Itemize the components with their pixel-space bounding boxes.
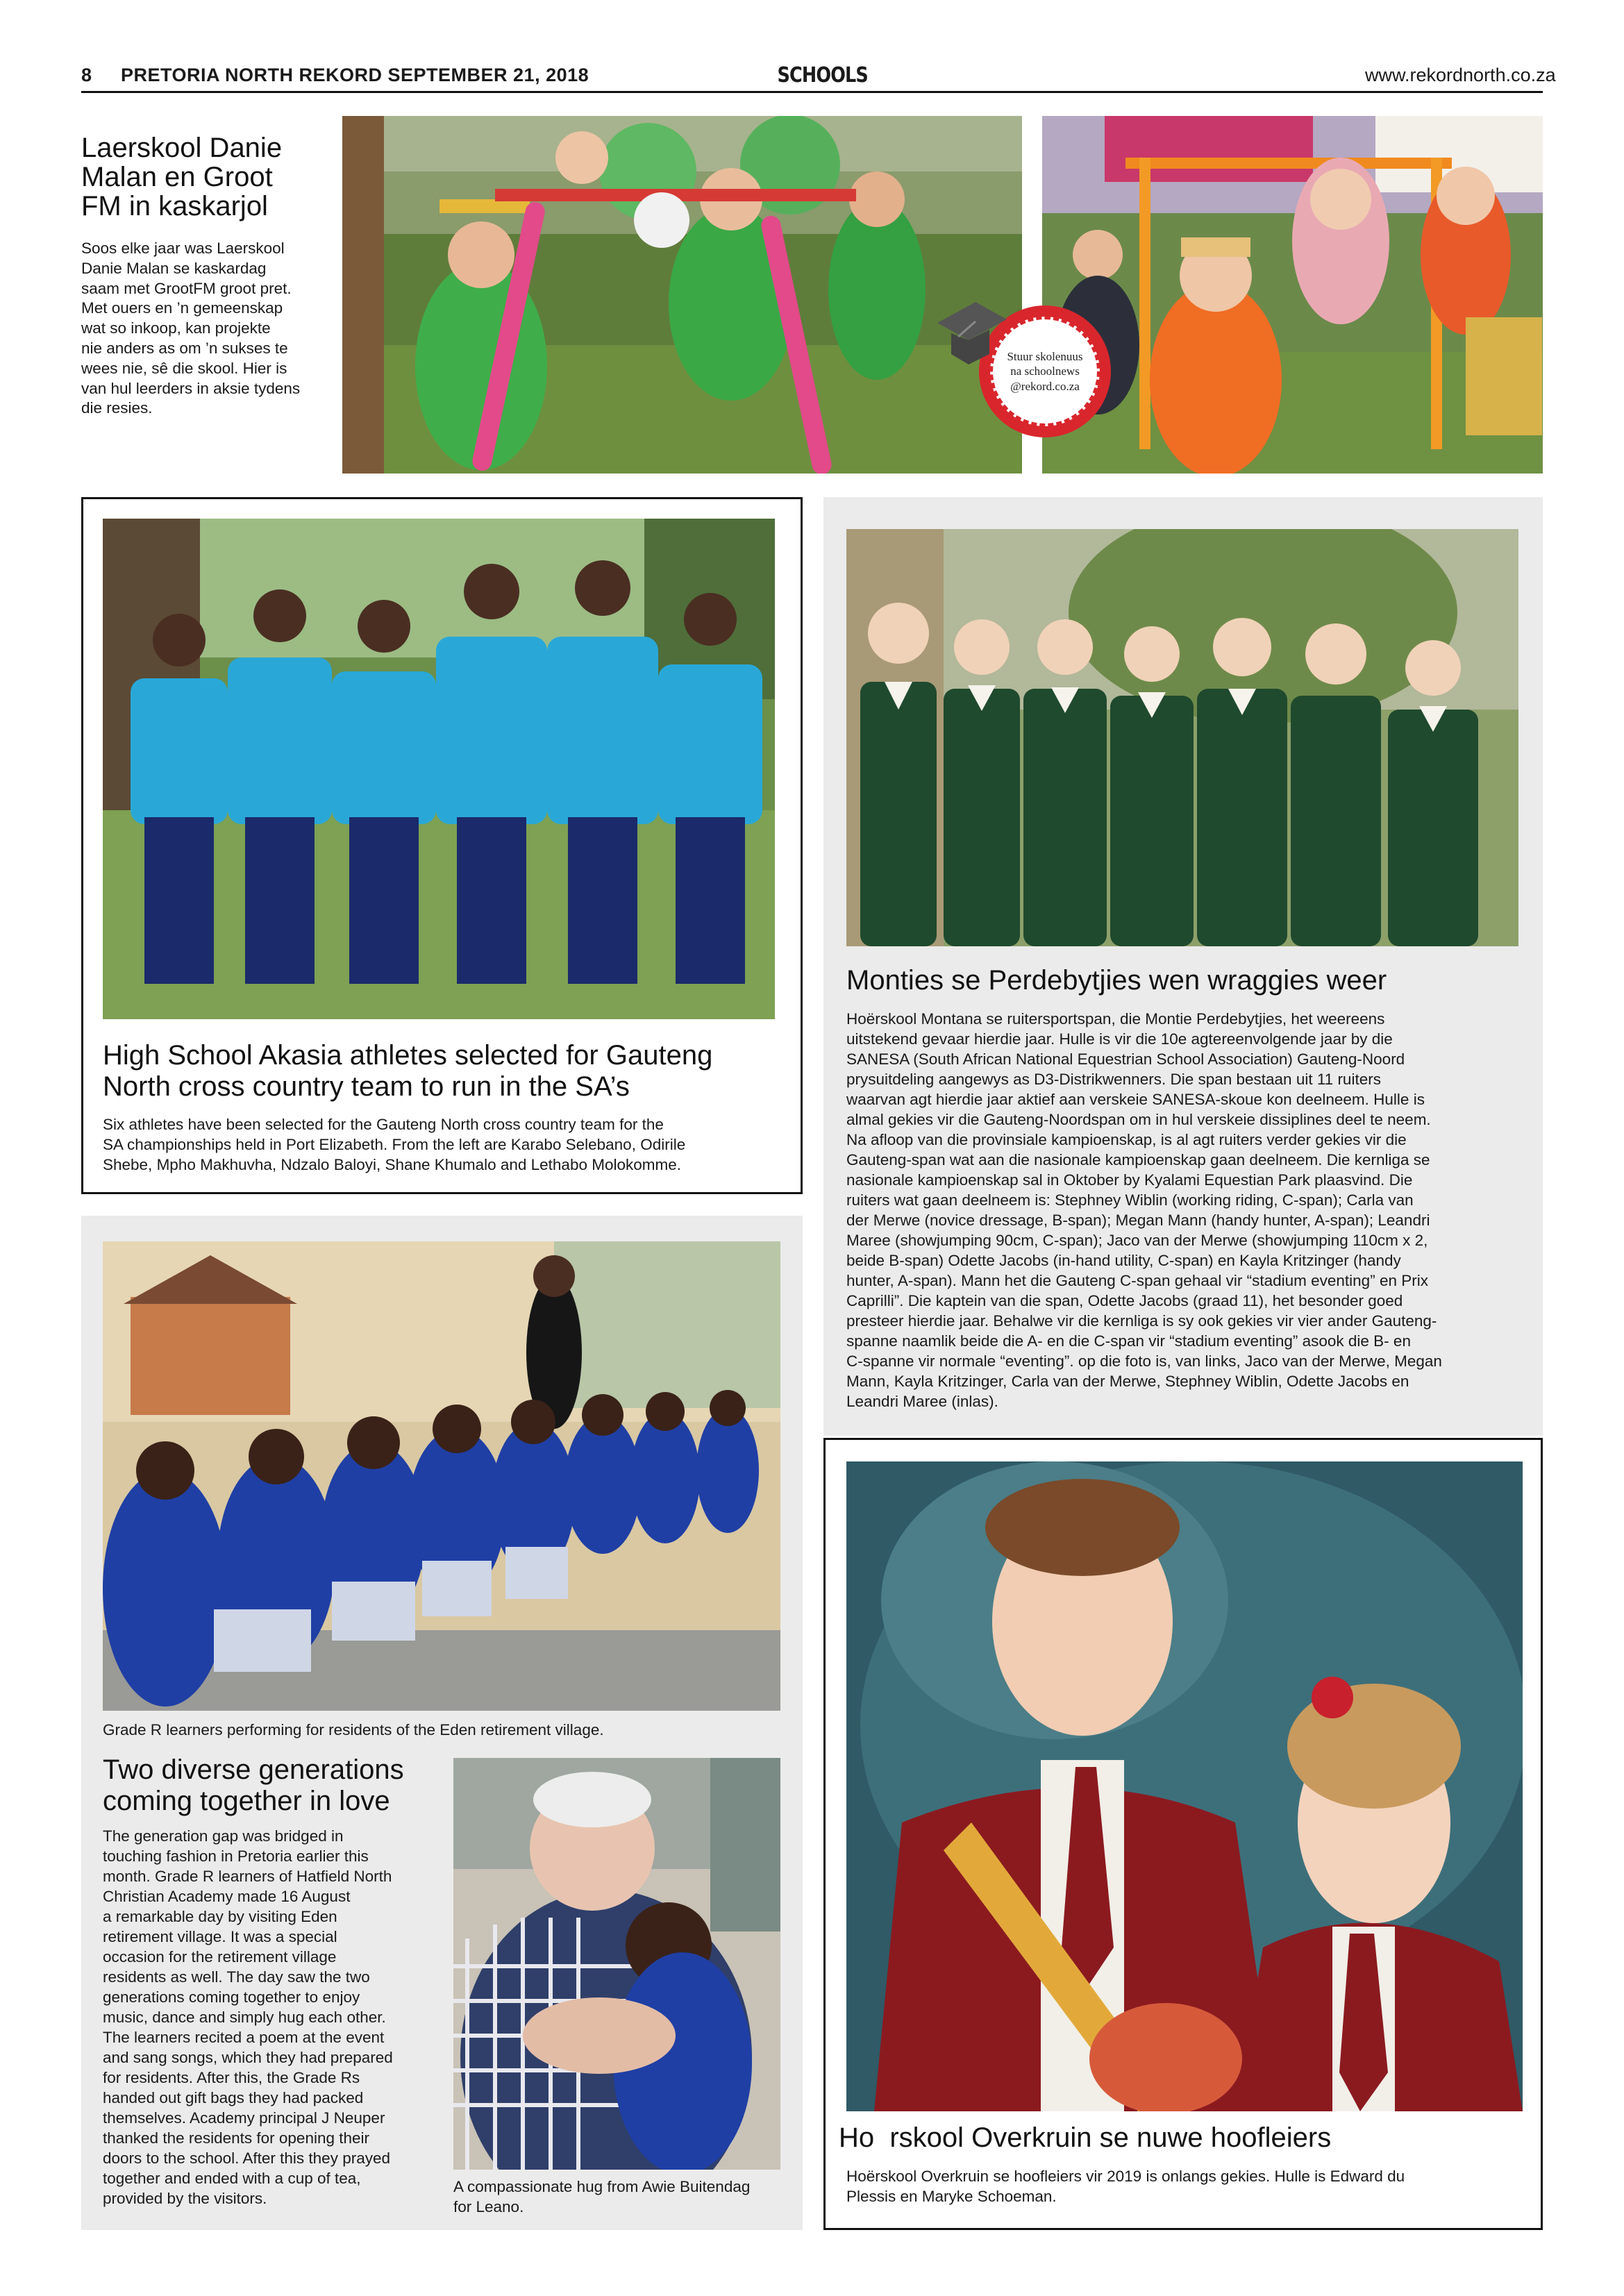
body-line: Christian Academy made 16 August (103, 1888, 351, 1906)
grade-r-choir-photo (103, 1241, 780, 1711)
body-line: Hoërskool Overkruin se hoofleiers vir 2019 is onlangs gekies. Hulle is Edward du (846, 2168, 1405, 2185)
choir-photo-caption: Grade R learners performing for residents of the Eden retirement village. (103, 1721, 604, 1738)
headline-line: High School Akasia athletes selected for Gauteng (103, 1040, 713, 1071)
body-line: beide B-span) Odette Jacobs (in-hand utility, C-span) en Kayla Kritzinger (handy (846, 1252, 1401, 1270)
body-line: occasion for the retirement village (103, 1948, 337, 1966)
body-line: prysuitdeling aangewys as D3-Distrikwenners. Die span bestaan uit 11 ruiters (846, 1071, 1381, 1089)
badge-text (1007, 349, 1082, 394)
header-rule (81, 91, 1543, 93)
kaskarjol-article (81, 133, 338, 419)
body-line: The generation gap was bridged in (103, 1827, 344, 1845)
body-line: uitstekend gevaar hierdie jaar. Hulle is vir die 10e agtereenvolgende jaar by die (846, 1030, 1393, 1048)
body-line: wat so inkoop, kan projekte (81, 319, 271, 337)
body-line: spanne naamlik beide die A- en die C-span vir “stadium eventing” asook die B- en (846, 1332, 1411, 1350)
body-line: and sang songs, which they had prepared (103, 2049, 393, 2067)
body-line: provided by the visitors. (103, 2190, 267, 2208)
akasia-body (103, 1114, 783, 1175)
eden-body (103, 1826, 429, 2209)
section-title: SCHOOLS (777, 63, 868, 87)
overkruin-head-leaders-photo (846, 1461, 1523, 2111)
body-line: almal gekies vir die Gauteng-Noordspan om in hul verskeie dissiplines deel te neem. (846, 1111, 1431, 1129)
body-line: retirement village. It was a special (103, 1928, 337, 1946)
monties-riders-photo (846, 529, 1518, 946)
headline-line: North cross country team to run in the SA’s (103, 1071, 630, 1102)
body-line: for residents. After this, the Grade Rs (103, 2069, 360, 2087)
body-line: Soos elke jaar was Laerskool (81, 240, 285, 257)
headline-line: coming together in love (103, 1785, 390, 1816)
body-line: Caprilli”. Die kaptein van die span, Odette Jacobs (graad 11), het besonder goed (846, 1292, 1403, 1310)
body-line: Gauteng-span wat aan die nasionale kampioenskap gaan deelneem. Die kernliga se (846, 1151, 1430, 1169)
badge-line: Stuur skolenuus (1007, 350, 1083, 364)
body-line: touching fashion in Pretoria earlier this (103, 1847, 369, 1866)
body-line: Danie Malan se kaskardag (81, 259, 267, 277)
kaskar-race-photo-1 (342, 116, 1022, 474)
body-line: waarvan agt hierdie jaar aktief aan verskeie SANESA-skoue kon deelneem. Hulle is (846, 1091, 1425, 1109)
body-line: C-spanne vir normale “eventing”. op die foto is, van links, Jaco van der Merwe, Megan (846, 1352, 1442, 1371)
kaskarjol-headline (81, 133, 338, 221)
body-line: wees nie, sê die skool. Hier is (81, 359, 287, 377)
monties-headline: Monties se Perdebytjies wen wraggies weer (846, 965, 1387, 996)
caption-line: for Leano. (453, 2198, 524, 2216)
graduation-cap-icon (937, 295, 1007, 371)
body-line: Maree (showjumping 90cm, C-span); Jaco van der Merwe (showjumping 110cm x 2, (846, 1232, 1428, 1250)
eden-headline (103, 1754, 429, 1817)
body-line: doors to the school. After this they prayed (103, 2150, 390, 2168)
badge-line: na schoolnews (1010, 364, 1080, 378)
badge-line: @rekord.co.za (1010, 379, 1080, 393)
overkruin-body (846, 2166, 1534, 2206)
overkruin-headline: Ho rskool Overkruin se nuwe hoofleiers (839, 2122, 1332, 2153)
body-line: der Merwe (novice dressage, B-span); Megan Mann (handy hunter, A-span); Leandri (846, 1212, 1430, 1230)
hug-photo-caption (453, 2177, 780, 2217)
monties-body (846, 1009, 1534, 1411)
publication-dateline: PRETORIA NORTH REKORD SEPTEMBER 21, 2018 (121, 65, 589, 85)
akasia-athletes-photo (103, 519, 775, 1019)
body-line: SANESA (South African National Equestrian School Association) Gauteng-Noord (846, 1050, 1405, 1069)
body-line: presteer hierdie jaar. Behalwe vir die kernliga is sy ook gekies vir vier ander Gauteng- (846, 1312, 1437, 1330)
kaskarjol-body (81, 239, 338, 419)
body-line: generations coming together to enjoy (103, 1988, 360, 2006)
body-line: Six athletes have been selected for the Gauteng North cross country team for the (103, 1116, 664, 1133)
website-url[interactable]: www.rekordnorth.co.za (1365, 65, 1556, 85)
body-line: themselves. Academy principal J Neuper (103, 2109, 385, 2127)
body-line: The learners recited a poem at the event (103, 2029, 385, 2047)
headline-line: Two diverse generations (103, 1754, 404, 1785)
body-line: hunter, A-span). Mann het die Gauteng C-span gehaal vir “stadium eventing” en Prix (846, 1272, 1428, 1290)
headline-line: Malan en Groot (81, 162, 273, 192)
body-line: nie anders as om ’n sukses te (81, 339, 288, 357)
body-line: music, dance and simply hug each other. (103, 2009, 386, 2027)
body-line: van hul leerders in aksie tydens (81, 379, 301, 397)
hug-photo (453, 1758, 780, 2170)
body-line: Hoërskool Montana se ruitersportspan, die Montie Perdebytjies, het weereens (846, 1010, 1385, 1028)
body-line: Na afloop van die provinsiale kampioenskap, is al agt ruiters verder gekies vir die (846, 1131, 1407, 1149)
body-line: nasionale kampioenskap sal in Oktober by Kyalami Equestian Park plaasvind. Die (846, 1171, 1413, 1189)
body-line: handed out gift bags they had packed (103, 2089, 364, 2107)
caption-line: A compassionate hug from Awie Buitendag (453, 2178, 751, 2195)
body-line: SA championships held in Port Elizabeth. From the left are Karabo Selebano, Odirile (103, 1136, 686, 1154)
body-line: Met ouers en ’n gemeenskap (81, 299, 283, 317)
page-number: 8 (81, 65, 92, 85)
headline-line: FM in kaskarjol (81, 191, 268, 221)
headline-line: Laerskool Danie (81, 133, 283, 163)
body-line: Shebe, Mpho Makhuvha, Ndzalo Baloyi, Shane Khumalo and Lethabo Molokomme. (103, 1156, 682, 1174)
body-line: month. Grade R learners of Hatfield North (103, 1868, 392, 1886)
kaskar-race-photo-2 (1042, 116, 1543, 474)
body-line: residents as well. The day saw the two (103, 1968, 370, 1986)
body-line: ruiters wat gaan deelneem is: Stephney Wiblin (working riding, C-span); Carla van (846, 1191, 1414, 1209)
body-line: die resies. (81, 399, 153, 417)
body-line: thanked the residents for opening their (103, 2129, 370, 2147)
akasia-headline (103, 1040, 783, 1103)
body-line: saam met GrootFM groot pret. (81, 279, 292, 297)
body-line: Plessis en Maryke Schoeman. (846, 2188, 1057, 2206)
body-line: Leandri Maree (inlas). (846, 1393, 998, 1411)
body-line: together and ended with a cup of tea, (103, 2170, 361, 2188)
body-line: a remarkable day by visiting Eden (103, 1908, 337, 1926)
body-line: Mann, Kayla Kritzinger, Carla van der Merwe, Stephney Wiblin, Odette Jacobs en (846, 1373, 1409, 1391)
